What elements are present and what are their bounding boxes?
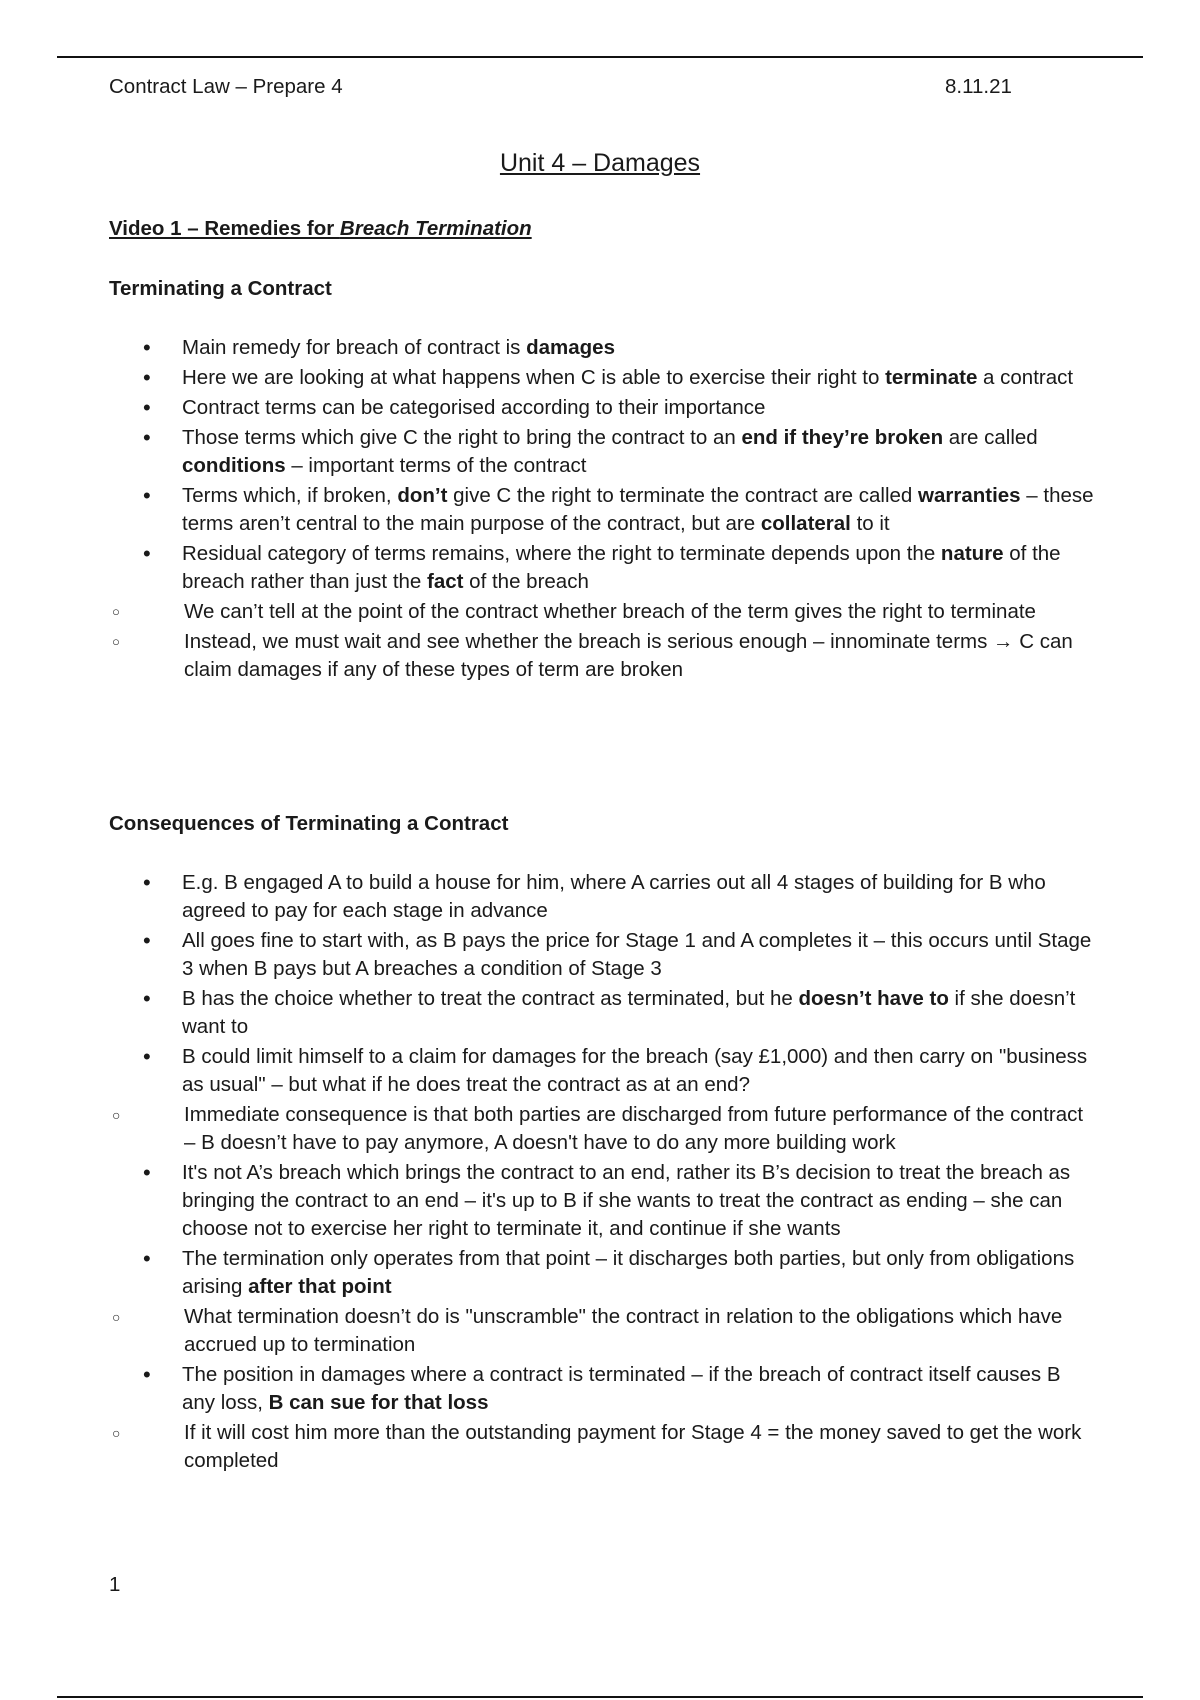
top-rule (57, 56, 1143, 58)
list-item: • Main remedy for breach of contract is damages (0, 334, 1095, 362)
consequences-bullet-list (0, 869, 1095, 1477)
list-item: • Here we are looking at what happens when C is able to exercise their right to terminate a contract (0, 364, 1095, 392)
sub-list (182, 598, 1095, 684)
sub-list-item: ○ We can’t tell at the point of the contract whether breach of the term gives the right to terminate (112, 598, 1095, 626)
list-item: • E.g. B engaged A to build a house for him, where A carries out all 4 stages of building for B who agreed to pay for each stage in advance (0, 869, 1095, 925)
header-date: 8.11.21 (945, 75, 1012, 98)
video-heading (109, 215, 532, 243)
sub-list (182, 1419, 1095, 1475)
sub-list-item: ○ What termination doesn’t do is "unscramble" the contract in relation to the obligations which have accrued up to termination (112, 1303, 1095, 1359)
sub-list-item: ○ If it will cost him more than the outstanding payment for Stage 4 = the money saved to get the work completed (112, 1419, 1095, 1475)
sub-list (182, 1101, 1095, 1157)
list-item: • B has the choice whether to treat the contract as terminated, but he doesn’t have to if she doesn’t want to (0, 985, 1095, 1041)
list-item: • Contract terms can be categorised according to their importance (0, 394, 1095, 422)
list-item: • It's not A’s breach which brings the contract to an end, rather its B’s decision to treat the breach as bringing the contract to an end – it's up to B if she wants to treat the contract as ending – she can choose not to exercise her right to terminate it, and continue if she wants (0, 1159, 1095, 1243)
list-item: • Those terms which give C the right to bring the contract to an end if they’re broken are called conditions – important terms of the contract (0, 424, 1095, 480)
video-heading-italic: Breach Termination (339, 217, 532, 240)
video-heading-prefix: Video 1 – Remedies for (109, 217, 340, 240)
list-item: • The position in damages where a contract is terminated – if the breach of contract itself causes B any loss, B can sue for that loss ○ If it will cost him more than the outstanding payment for Stage 4 = the money saved to get the work completed (0, 1361, 1095, 1475)
sub-list-item: ○ Instead, we must wait and see whether the breach is serious enough – innominate terms → C can claim damages if any of these types of term are broken (112, 628, 1095, 684)
list-item: • The termination only operates from that point – it discharges both parties, but only from obligations arising after that point ○ What termination doesn’t do is "unscramble" the contract in relation to the obligations which have accrued up to termination (0, 1245, 1095, 1359)
list-item: • B could limit himself to a claim for damages for the breach (say £1,000) and then carry on "business as usual" – but what if he does treat the contract as at an end? ○ Immediate consequence is that both parties are discharged from future performance of the contract – B doesn’t have to pay anymore, A doesn't have to do any more building work (0, 1043, 1095, 1157)
page-number: 1 (109, 1573, 121, 1596)
header-course-title: Contract Law – Prepare 4 (109, 75, 343, 98)
sub-list (182, 1303, 1095, 1359)
list-item: • All goes fine to start with, as B pays the price for Stage 1 and A completes it – this occurs until Stage 3 when B pays but A breaches a condition of Stage 3 (0, 927, 1095, 983)
terminating-bullet-list (0, 334, 1095, 686)
page-title: Unit 4 – Damages (499, 149, 701, 177)
section-heading-terminating: Terminating a Contract (109, 277, 332, 300)
bottom-rule (57, 1696, 1143, 1698)
list-item: • Terms which, if broken, don’t give C the right to terminate the contract are called warranties – these terms aren’t central to the main purpose of the contract, but are collateral to it (0, 482, 1095, 538)
sub-list-item: ○ Immediate consequence is that both parties are discharged from future performance of the contract – B doesn’t have to pay anymore, A doesn't have to do any more building work (112, 1101, 1095, 1157)
section-heading-consequences: Consequences of Terminating a Contract (109, 812, 509, 835)
list-item: • Residual category of terms remains, where the right to terminate depends upon the nature of the breach rather than just the fact of the breach ○ We can’t tell at the point of the contract whether breach of the term gives the right to terminate ○ Instead, we must wait and see whether the breach is serious enough – innominate terms → C can claim damages if any of these types of term are broken (0, 540, 1095, 684)
